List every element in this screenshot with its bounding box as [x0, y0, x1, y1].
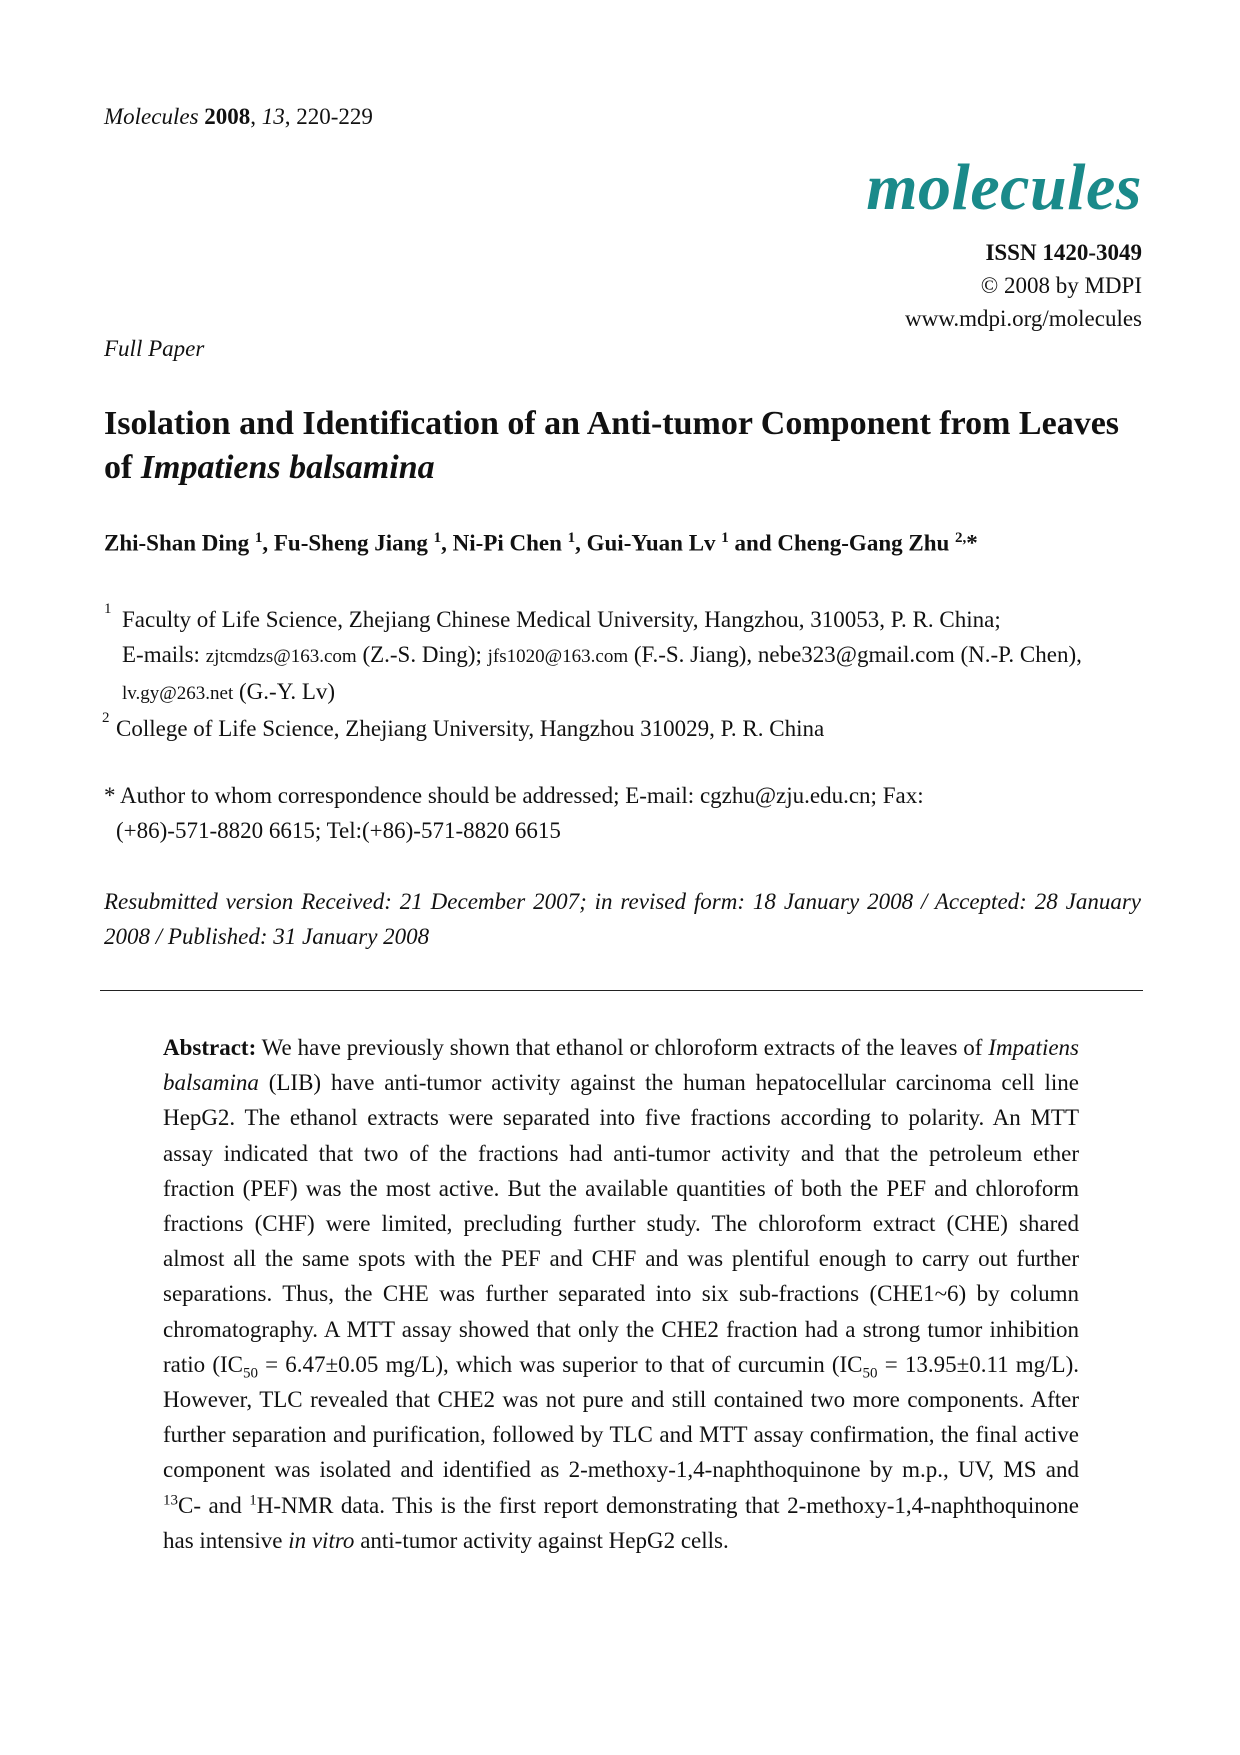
abstract-text: H-NMR data. This is the first report demonstrating that 2-methoxy-1,4-naphthoquinone has intensive — [163, 1492, 1079, 1553]
emails-label: E-mails: — [122, 642, 206, 667]
abstract-text: C- and — [178, 1492, 250, 1518]
journal-name: Molecules — [104, 104, 199, 129]
email-owner: (F.-S. Jiang), nebe323@gmail.com (N.-P. Chen), — [628, 642, 1082, 667]
abstract-label: Abstract: — [163, 1035, 257, 1060]
subscript: 50 — [862, 1365, 878, 1382]
issn-block — [905, 236, 1142, 335]
author-separator: , — [575, 530, 587, 556]
affiliations — [104, 602, 1144, 746]
journal-url[interactable]: www.mdpi.org/molecules — [905, 306, 1142, 331]
journal-pages: 220-229 — [296, 104, 373, 129]
email-link[interactable]: lv.gy@263.net — [122, 683, 234, 704]
author-separator: * — [966, 530, 978, 556]
author-name: Cheng-Gang Zhu — [777, 530, 950, 556]
copyright-line: © 2008 by MDPI — [980, 273, 1142, 298]
author-separator: , — [262, 530, 274, 556]
paper-type: Full Paper — [104, 336, 205, 361]
affiliation-2 — [102, 711, 1144, 746]
superscript: 1 — [249, 1491, 257, 1508]
author-affiliation-marker: 1 — [254, 530, 263, 546]
email-link[interactable]: jfs1020@163.com — [487, 646, 629, 667]
issn-number: ISSN 1420-3049 — [985, 240, 1142, 265]
abstract-text: (LIB) have anti-tumor activity against the human hepatocellular carcinoma cell line HepG2. The ethanol extracts were separated into five fractions according to polarity. An MTT assay indicated that two of the fractions had anti-tumor activity and that the petroleum ether fraction (PEF) was the most active. But the available quantities of both the PEF and chloroform fractions (CHF) were limited, precluding further study. The chloroform extract (CHE) shared almost all the same spots with the PEF and CHF and was plentiful enough to carry out further separations. Thus, the CHE was further separated into six sub-fractions (CHE1~6) by column chromatography. A MTT assay showed that only the CHE2 fraction had a strong tumor inhibition ratio (IC — [163, 1070, 1079, 1377]
correspondence-line-1: * Author to whom correspondence should be addressed; E-mail: cgzhu@zju.edu.cn; Fax: — [104, 783, 924, 808]
journal-citation: Molecules 2008, 13, 220-229 — [104, 104, 373, 129]
abstract-species: Impatiens balsamina — [163, 1035, 1079, 1096]
correspondence — [104, 778, 1144, 848]
affiliation-marker: 2 — [102, 710, 110, 726]
author-name: Gui-Yuan Lv — [586, 530, 716, 556]
author-separator: and — [728, 530, 778, 556]
subscript: 50 — [242, 1365, 258, 1382]
email-link[interactable]: zjtcmdzs@163.com — [205, 646, 357, 667]
affiliation-emails — [122, 637, 1144, 711]
abstract-text: = 13.95±0.11 mg/L). However, TLC revealed that CHE2 was not pure and still contained two more components. After further separation and purification, followed by TLC and MTT assay confirmation, the final active component was isolated and identified as 2-methoxy-1,4-naphthoquinone by m.p., UV, MS and — [163, 1351, 1080, 1483]
superscript: 13 — [163, 1491, 178, 1508]
abstract-text: = 6.47±0.05 mg/L), which was superior to that of curcumin (IC — [257, 1351, 863, 1377]
journal-volume: 13 — [261, 104, 285, 129]
abstract-text: anti-tumor activity against HepG2 cells. — [354, 1527, 729, 1553]
abstract-italic: in vitro — [288, 1527, 355, 1553]
divider — [100, 990, 1143, 991]
journal-logo: molecules — [866, 151, 1142, 224]
author-separator: , — [441, 530, 453, 556]
title-species: Impatiens balsamina — [140, 449, 435, 486]
affiliation-address: College of Life Science, Zhejiang University, Hangzhou 310029, P. R. China — [116, 716, 825, 741]
author-affiliation-marker: 1 — [567, 530, 576, 546]
author-name: Zhi-Shan Ding — [104, 530, 250, 556]
title-main: Isolation and Identification of an Anti-tumor Component from Leaves of — [104, 405, 1120, 486]
affiliation-marker: 1 — [104, 601, 112, 617]
affiliation-address: Faculty of Life Science, Zhejiang Chinese Medical University, Hangzhou, 310053, P. R. China; — [122, 607, 1001, 632]
journal-year: 2008 — [204, 104, 251, 129]
author-affiliation-marker: 1 — [721, 530, 729, 546]
author-affiliation-marker: 1 — [433, 530, 442, 546]
correspondence-line-2: (+86)-571-8820 6615; Tel:(+86)-571-8820 6615 — [116, 818, 561, 843]
abstract-text: We have previously shown that ethanol or chloroform extracts of the leaves of — [256, 1035, 989, 1060]
publication-dates: Resubmitted version Received: 21 December 2007; in revised form: 18 January 2008 / Accepted: 28 January 2008 / Published: 31 January 2008 — [104, 889, 1141, 949]
affiliation-1 — [104, 602, 1144, 711]
author-name: Ni-Pi Chen — [452, 530, 562, 556]
author-list — [104, 530, 978, 557]
abstract — [163, 1030, 1079, 1558]
author-name: Fu-Sheng Jiang — [273, 530, 428, 556]
author-affiliation-marker: 2, — [955, 530, 967, 546]
email-owner: (Z.-S. Ding); — [356, 642, 488, 667]
paper-title — [104, 402, 1144, 490]
email-owner: (G.-Y. Lv) — [233, 679, 336, 704]
